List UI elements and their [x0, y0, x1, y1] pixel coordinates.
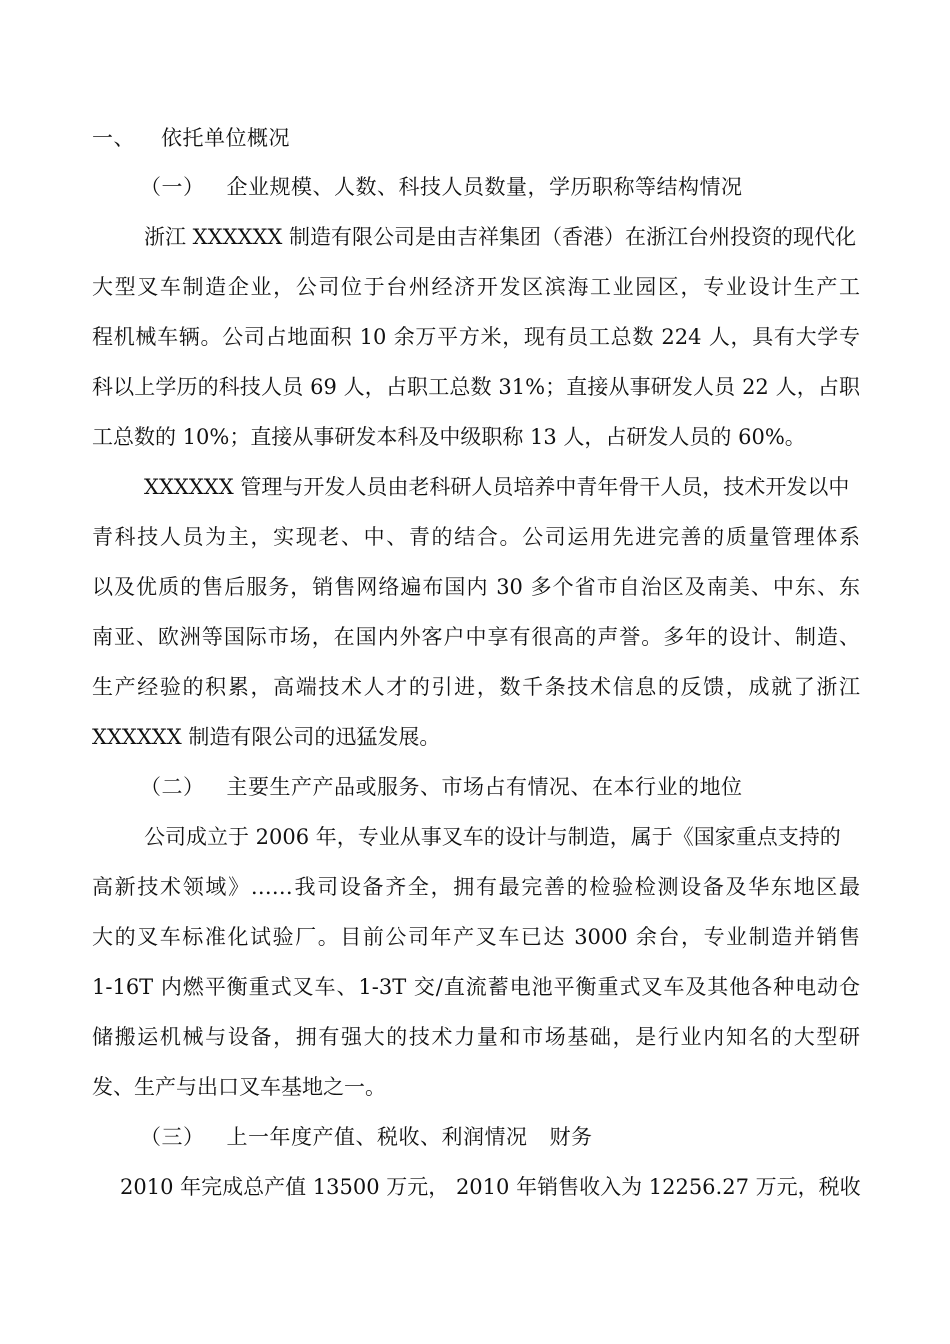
subsection-heading [140, 172, 743, 202]
subsection-title: 上一年度产值、税收、利润情况 [226, 1125, 528, 1149]
paragraph-line: XXXXXX 制造有限公司的迅猛发展。 [92, 725, 441, 749]
paragraph-line: 大的叉车标准化试验厂。目前公司年产叉车已达 3000 余台，专业制造并销售 [92, 925, 860, 949]
subsection-heading [140, 1122, 593, 1152]
paragraph-line: 大型叉车制造企业，公司位于台州经济开发区滨海工业园区，专业设计生产工 [92, 275, 860, 299]
paragraph-line: 浙江 XXXXXX 制造有限公司是由吉祥集团（香港）在浙江台州投资的现代化 [144, 225, 857, 249]
paragraph-line: 2010 年完成总产值 13500 万元， 2010 年销售收入为 12256.27 万元，税收 [120, 1175, 861, 1199]
subsection-number: （一） [140, 175, 205, 199]
paragraph-line: 生产经验的积累，高端技术人才的引进，数千条技术信息的反馈，成就了浙江 [92, 675, 860, 699]
section-heading [92, 123, 290, 153]
paragraph-line: 以及优质的售后服务，销售网络遍布国内 30 多个省市自治区及南美、中东、东 [92, 575, 860, 599]
subsection-number: （三） [140, 1125, 205, 1149]
paragraph-line: 青科技人员为主，实现老、中、青的结合。公司运用先进完善的质量管理体系 [92, 525, 860, 549]
paragraph-line: 工总数的 10%；直接从事研发本科及中级职称 13 人，占研发人员的 60%。 [92, 425, 806, 449]
paragraph-line: 程机械车辆。公司占地面积 10 余万平方米，现有员工总数 224 人，具有大学专 [92, 325, 860, 349]
subsection-heading [140, 772, 743, 802]
subsection-title: 企业规模、人数、科技人员数量，学历职称等结构情况 [226, 175, 743, 199]
section-number: 一、 [92, 126, 135, 150]
section-title: 依托单位概况 [161, 126, 290, 150]
paragraph-line: 储搬运机械与设备，拥有强大的技术力量和市场基础，是行业内知名的大型研 [92, 1025, 860, 1049]
paragraph-line: 高新技术领域》……我司设备齐全，拥有最完善的检验检测设备及华东地区最 [92, 875, 860, 899]
paragraph-line: 发、生产与出口叉车基地之一。 [92, 1075, 386, 1099]
paragraph-line: 南亚、欧洲等国际市场，在国内外客户中享有很高的声誉。多年的设计、制造、 [92, 625, 860, 649]
paragraph-line: 公司成立于 2006 年，专业从事叉车的设计与制造，属于《国家重点支持的 [144, 825, 841, 849]
paragraph-line: 科以上学历的科技人员 69 人，占职工总数 31%；直接从事研发人员 22 人，占职 [92, 375, 860, 399]
subsection-title: 主要生产产品或服务、市场占有情况、在本行业的地位 [226, 775, 743, 799]
subsection-extra: 财务 [549, 1125, 593, 1149]
subsection-number: （二） [140, 775, 205, 799]
paragraph-line: 1-16T 内燃平衡重式叉车、1-3T 交/直流蓄电池平衡重式叉车及其他各种电动仓 [92, 975, 860, 999]
paragraph-line: XXXXXX 管理与开发人员由老科研人员培养中青年骨干人员，技术开发以中 [144, 475, 850, 499]
